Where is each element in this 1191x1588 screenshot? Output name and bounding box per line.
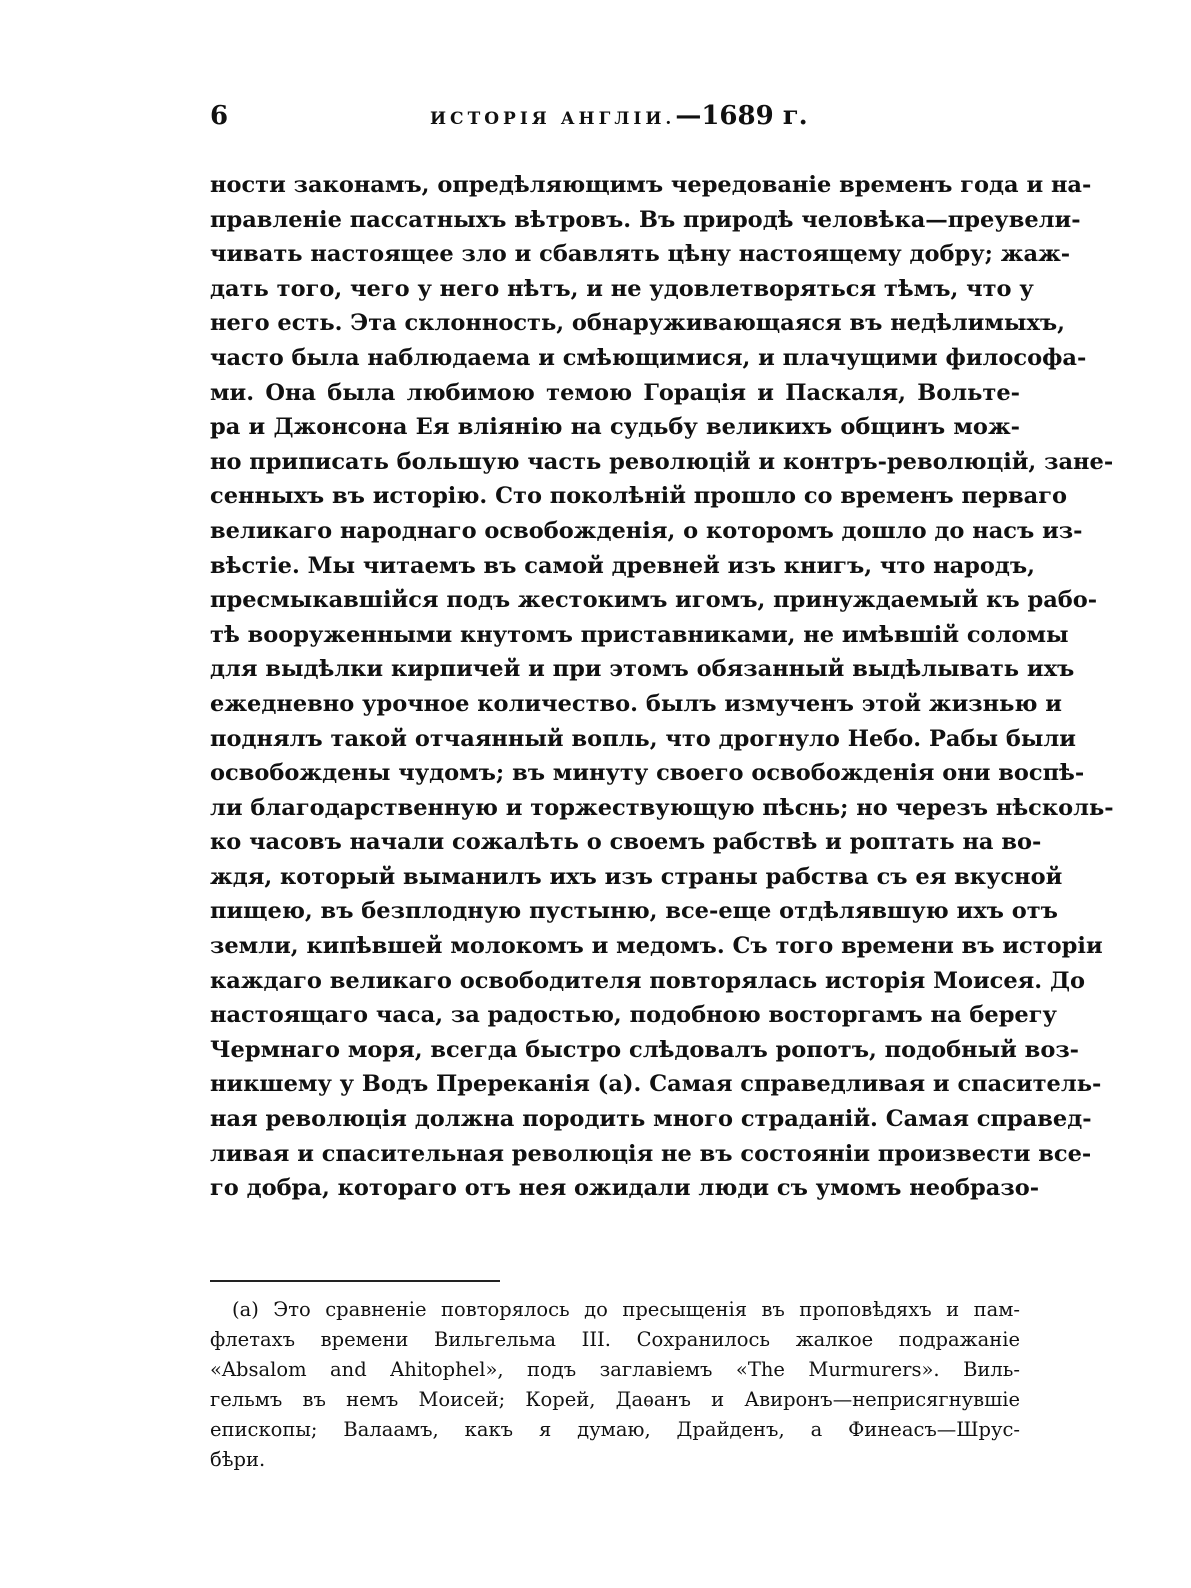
text-line: но приписать большую часть революцій и контръ-революцій, занe- <box>210 448 1114 475</box>
text-line: ности законамъ, опредѣляющимъ чередованіе временъ года и на- <box>210 172 1092 198</box>
text-line: ми. Она была любимою темою Горація и Паскаля, Вольте- <box>210 379 1020 406</box>
main-text <box>210 168 1114 1206</box>
text-line: пресмыкавшійся подъ жестокимъ игомъ, принуждаемый къ рабо- <box>210 587 1098 614</box>
text-line: настоящаго часа, за радостью, подобною восторгамъ на берегу <box>210 1002 1057 1029</box>
text-line: тѣ вооруженными кнутомъ приставниками, не имѣвшій соломы <box>210 621 1069 648</box>
footnote <box>210 1295 1020 1475</box>
text-line: го добра, котораго отъ нея ожидали люди съ умомъ необразо- <box>210 1175 1040 1202</box>
text-line: каждаго великаго освободителя повторялась исторія Моисея. До <box>210 967 1085 994</box>
text-line: никшему у Водъ Пререканія (а). Самая справедливая и спаситель- <box>210 1071 1102 1098</box>
text-line: вѣстіе. Мы читаемъ въ самой древней изъ книгъ, что народъ, <box>210 552 1035 579</box>
text-line: чивать настоящее зло и сбавлять цѣну настоящему добру; жаж- <box>210 241 1071 268</box>
text-line: него есть. Эта склонность, обнаруживающаяся въ недѣлимыхъ, <box>210 310 1065 337</box>
text-line: ко часовъ начали сожалѣть о своемъ рабствѣ и роптать на во- <box>210 829 1042 856</box>
text-line: поднялъ такой отчаянный вопль, что дрогнуло Небо. Рабы были <box>210 725 1076 752</box>
text-line: часто была наблюдаема и смѣющимися, и плачущими философа- <box>210 344 1087 371</box>
footnote-line: «Absalom and Ahitophel», подъ заглавіемъ «The Murmurers». Виль- <box>210 1358 1020 1381</box>
footnote-line: епископы; Валаамъ, какъ я думаю, Драйденъ, а Финеасъ—Шрус- <box>210 1418 1020 1441</box>
text-line: пищею, въ безплодную пустыню, все-еще отдѣлявшую ихъ отъ <box>210 898 1058 925</box>
running-title-suffix: —1689 г. <box>675 101 808 131</box>
text-line: земли, кипѣвшей молокомъ и медомъ. Съ того времени въ исторіи <box>210 933 1103 960</box>
footnote-line: бѣри. <box>210 1448 266 1471</box>
footnote-divider <box>210 1280 500 1282</box>
footnote-line: (а) Это сравненіе повторялось до пресыщенія въ проповѣдяхъ и пам- <box>232 1298 1020 1321</box>
text-line: освобождены чудомъ; въ минуту своего освобожденія они воспѣ- <box>210 760 1085 787</box>
page-header <box>210 100 1010 136</box>
page-number: 6 <box>210 101 229 131</box>
text-line: сенныхъ въ исторію. Сто поколѣній прошло со временъ перваго <box>210 483 1067 510</box>
footnote-line: флетахъ времени Вильгельма III. Сохранилось жалкое подражаніе <box>210 1328 1020 1351</box>
text-line: ждя, который выманилъ ихъ изъ страны рабства съ ея вкусной <box>210 863 1063 890</box>
text-line: правленіе пассатныхъ вѣтровъ. Въ природѣ человѣка—преувели- <box>210 206 1081 233</box>
running-title-prefix: ИСТОРІЯ АНГЛІИ. <box>430 109 676 129</box>
text-line: ливая и спасительная революція не въ состояніи произвести все- <box>210 1140 1092 1167</box>
text-line: дать того, чего у него нѣтъ, и не удовлетворяться тѣмъ, что у <box>210 275 1034 302</box>
text-line: ра и Джонсона Ея вліянію на судьбу великихъ общинъ мож- <box>210 414 1020 441</box>
text-line: для выдѣлки кирпичей и при этомъ обязанный выдѣлывать ихъ <box>210 656 1075 683</box>
footnote-line: гельмъ въ немъ Моисей; Корей, Даѳанъ и Авиронъ—неприсягнувшіе <box>210 1388 1020 1411</box>
running-title <box>430 100 808 135</box>
text-line: великаго народнаго освобожденія, о которомъ дошло до насъ из- <box>210 517 1083 544</box>
text-line: ежедневно урочное количество. былъ измученъ этой жизнью и <box>210 690 1062 717</box>
text-line: ная революція должна породить много страданій. Самая справед- <box>210 1106 1092 1133</box>
text-line: ли благодарственную и торжествующую пѣснь; но черезъ нѣсколь- <box>210 794 1114 821</box>
text-line: Чермнаго моря, всегда быстро слѣдовалъ ропотъ, подобный воз- <box>210 1036 1080 1063</box>
